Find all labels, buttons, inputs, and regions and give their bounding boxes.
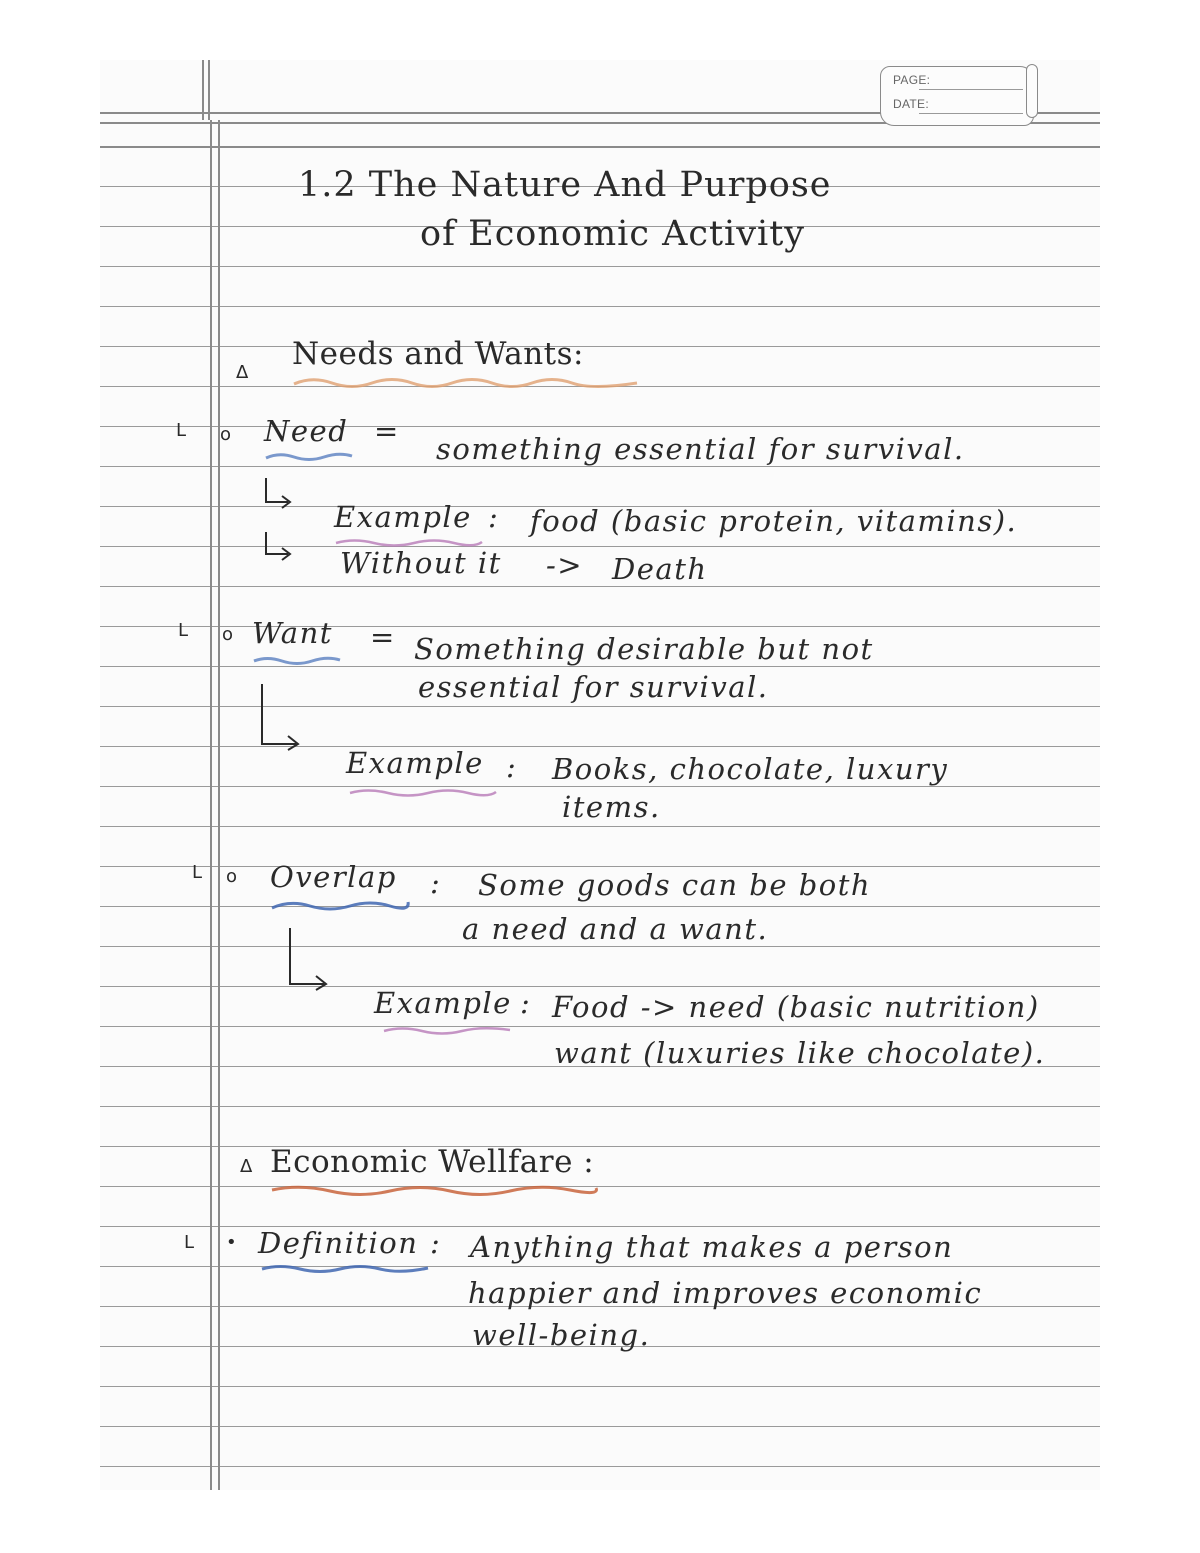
ruled-line [100,306,1100,307]
date-line [919,113,1023,114]
bullet-want: o [222,624,234,645]
margin-line-top-right [208,60,210,120]
ruled-line [100,546,1100,547]
ruled-line [100,1466,1100,1467]
margin-mark-definition: L [184,1232,195,1253]
overlap-example-underline [382,1024,512,1038]
ruled-line [100,1266,1100,1267]
ruled-line [100,426,1100,427]
ruled-line [100,986,1100,987]
page-date-box [880,66,1034,126]
want-example-colon: : [506,750,518,784]
date-label: DATE: [893,97,929,111]
need-consequence-text: Death [612,552,708,586]
ruled-line [100,746,1100,747]
overlap-definition-line2: a need and a want. [462,912,769,946]
term-overlap: Overlap [270,860,397,894]
bullet-definition: • [226,1232,237,1253]
page-title-line1: 1.2 The Nature And Purpose [298,165,832,205]
page-line [919,89,1023,90]
ruled-line [100,1026,1100,1027]
term-definition-underline [260,1262,430,1276]
want-example-line2: items. [562,790,661,824]
section-bullet-welfare: Δ [240,1156,253,1177]
overlap-example-line2: want (luxuries like chocolate). [554,1036,1046,1070]
ruled-line [100,1226,1100,1227]
margin-line-top-left [202,60,204,120]
ruled-line [100,346,1100,347]
section-heading-welfare: Economic Wellfare : [270,1144,595,1180]
term-need: Need [264,414,349,448]
overlap-example-colon: : [520,986,532,1020]
margin-mark-overlap: L [192,862,203,883]
overlap-definition-line1: Some goods can be both [478,868,872,902]
want-example-underline [348,786,498,800]
overlap-colon: : [430,866,442,900]
definition-colon: : [430,1226,442,1260]
need-consequence-arrow: -> [546,548,584,582]
ruled-line [100,706,1100,707]
need-example-arrow-icon [262,478,312,518]
ruled-line [100,1426,1100,1427]
need-example-label: Example [334,500,472,534]
term-need-underline [264,450,354,464]
margin-mark-need: L [176,420,187,441]
need-consequence-label: Without it [340,546,502,580]
section-bullet-needs-wants: Δ [236,362,249,383]
header-rule-3 [100,146,1100,148]
want-example-arrow-icon [256,684,326,760]
need-definition: something essential for survival. [436,432,965,466]
ruled-line [100,466,1100,467]
ruled-line [100,826,1100,827]
ruled-line [100,1386,1100,1387]
term-want-underline [252,654,342,668]
ruled-line [100,1186,1100,1187]
ruled-line [100,946,1100,947]
term-definition: Definition [258,1226,419,1260]
page-title-line2: of Economic Activity [420,214,806,254]
margin-line-right [218,120,220,1490]
want-definition-line2: essential for survival. [418,670,769,704]
bullet-overlap: o [226,866,238,887]
term-want: Want [252,616,333,650]
ruled-line [100,666,1100,667]
ruled-line [100,906,1100,907]
ruled-line [100,586,1100,587]
ruled-line [100,1146,1100,1147]
want-definition-line1: Something desirable but not [414,632,874,666]
want-example-label: Example [346,746,484,780]
margin-line-left [210,120,212,1490]
definition-line2: happier and improves economic [468,1276,983,1310]
definition-line1: Anything that makes a person [470,1230,954,1264]
section-heading-needs-wants: Needs and Wants: [292,336,584,372]
heading-underline-orange [292,374,642,394]
need-example-colon: : [488,500,500,534]
bullet-need: o [220,424,232,445]
want-equals: = [370,620,396,654]
ruled-line [100,626,1100,627]
need-example-text: food (basic protein, vitamins). [530,504,1018,538]
page-label: PAGE: [893,73,931,87]
ruled-line [100,266,1100,267]
scroll-curl-icon [1026,64,1038,118]
ruled-line [100,1106,1100,1107]
welfare-heading-underline [270,1182,600,1200]
ruled-line [100,866,1100,867]
ruled-line [100,786,1100,787]
need-equals: = [374,414,400,448]
definition-line3: well-being. [472,1318,651,1352]
overlap-example-label: Example [374,986,512,1020]
margin-mark-want: L [178,620,189,641]
term-overlap-underline [270,898,410,916]
overlap-example-line1: Food -> need (basic nutrition) [552,990,1040,1024]
overlap-example-arrow-icon [284,928,354,1000]
want-example-line1: Books, chocolate, luxury [552,752,949,786]
need-consequence-arrow-icon [262,532,312,568]
